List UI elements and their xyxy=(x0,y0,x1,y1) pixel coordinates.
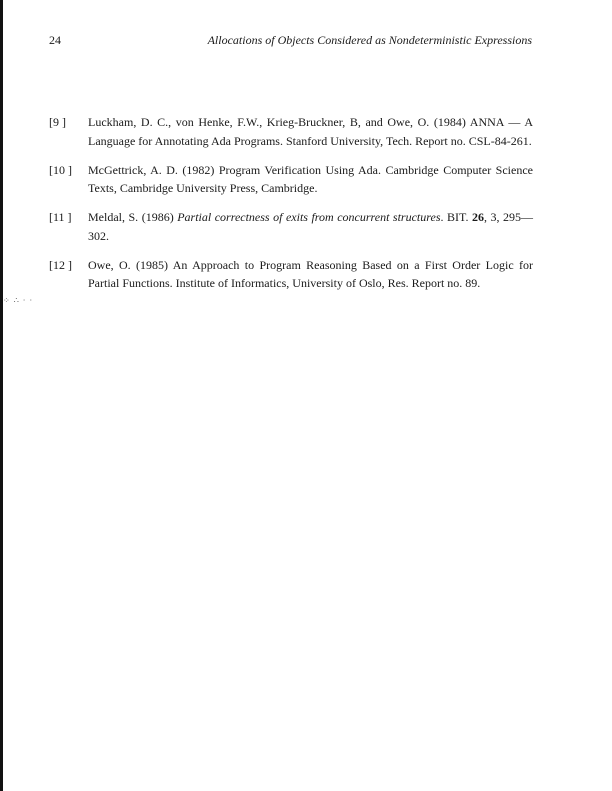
reference-text: McGettrick, A. D. (1982) Program Verification Using Ada. Cambridge Computer Science Texts, Cambridge University Press, Cambridge. xyxy=(88,162,533,195)
reference-10 xyxy=(49,161,533,198)
reference-text: Meldal, S. (1986) Partial correctness of exits from concurrent structures. BIT. 26, 3, 295—302. xyxy=(88,210,533,243)
scan-artifact: ⁘ ∴ · · xyxy=(3,296,34,305)
reference-title-italic: Partial correctness of exits from concurrent structures xyxy=(177,210,441,224)
reference-12 xyxy=(49,256,533,293)
page-number: 24 xyxy=(49,33,61,47)
reference-9 xyxy=(49,113,533,150)
reference-text: Owe, O. (1985) An Approach to Program Reasoning Based on a First Order Logic for Partial Functions. Institute of Informatics, University of Oslo, Res. Report no. 89. xyxy=(88,257,533,290)
page-left-edge xyxy=(0,0,3,791)
reference-11 xyxy=(49,208,533,245)
reference-number: [10 ] xyxy=(49,162,72,177)
reference-number: [11 ] xyxy=(49,210,72,224)
reference-number: [12 ] xyxy=(49,257,72,272)
reference-volume-bold: 26 xyxy=(471,210,484,224)
reference-number: [9 ] xyxy=(49,115,66,129)
reference-text: Luckham, D. C., von Henke, F.W., Krieg-Bruckner, B, and Owe, O. (1984) ANNA — A Language for Annotating Ada Programs. Stanford University, Tech. Report no. CSL-84-261. xyxy=(88,115,533,148)
reference-list xyxy=(49,113,533,303)
running-title: Allocations of Objects Considered as Nondeterministic Expressions xyxy=(207,33,532,47)
